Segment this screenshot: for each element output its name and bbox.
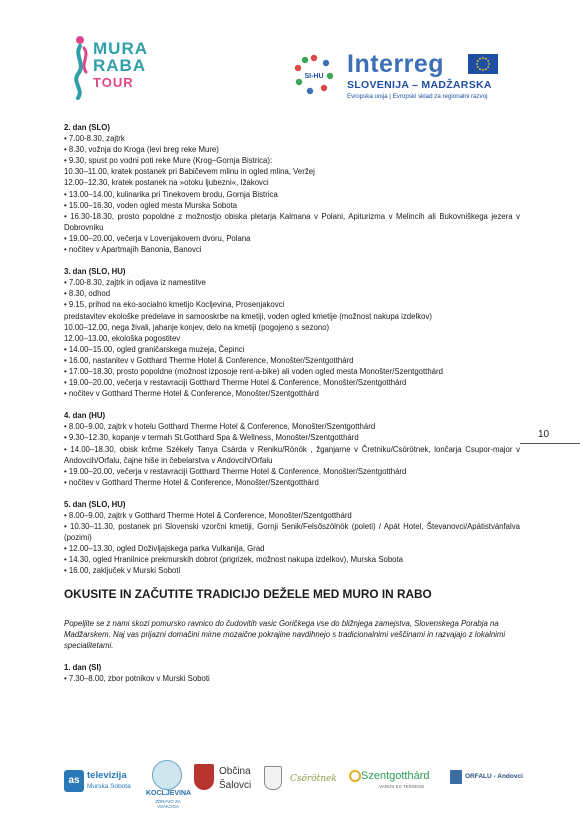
orfalu-mark-icon bbox=[450, 770, 462, 784]
section-heading: OKUSITE IN ZAČUTITE TRADICIJO DEŽELE MED MURO IN RABO bbox=[64, 586, 432, 601]
obcina-line1: Občina bbox=[219, 766, 251, 777]
day-3-line: • nočitev v Gotthard Therme Hotel & Conference, Monošter/Szentgotthárd bbox=[64, 389, 319, 399]
szentgotthard-logo bbox=[349, 760, 449, 806]
day-1-title: 1. dan (SI) bbox=[64, 662, 102, 672]
day-1-line: • 7.30–8.00, zbor potnikov v Murski Soboti bbox=[64, 673, 210, 683]
kocljevina-emblem-icon bbox=[152, 760, 182, 790]
televizija-logo bbox=[64, 760, 140, 806]
day-2-line: • 15.00–16.30, voden ogled mesta Murska Sobota bbox=[64, 200, 238, 210]
day-4-title: 4. dan (HU) bbox=[64, 411, 106, 421]
csorotnek-text: Csörötnek bbox=[290, 774, 337, 784]
mura-figure-icon bbox=[70, 34, 92, 100]
tv-badge: as bbox=[64, 770, 84, 792]
orfalu-text: ORFALU - Andovci bbox=[465, 773, 523, 780]
interreg-wordmark: Interreg bbox=[347, 50, 445, 78]
day-3-line: • 8.30, odhod bbox=[64, 289, 111, 299]
program-name: SLOVENIJA – MADŽARSKA bbox=[347, 79, 492, 91]
day-2-line: • 8.30, vožnja do Kroga (levi breg reke Mure) bbox=[64, 145, 219, 155]
day-3-line: • 14.00–15.00, ogled graničarskega muzeja, Čepinci bbox=[64, 344, 245, 354]
day-5-line: • 8.00–9.00, zajtrk v Gotthard Therme Hotel & Conference, Monošter/Szentgotthárd bbox=[64, 511, 352, 520]
logo-text-raba: RABA bbox=[93, 56, 147, 75]
day-4-line: • 9.30–12.30, kopanje v termah St.Gotthard Spa & Wellness, Monošter/Szentgotthárd bbox=[64, 433, 359, 443]
partner-logos-footer bbox=[64, 760, 523, 809]
logo-text-mura: MURA bbox=[93, 39, 148, 58]
day-4-line: • 8.00–9.00, zajtrk v hotelu Gotthard Therme Hotel & Conference, Monošter/Szentgotthárd bbox=[64, 422, 376, 432]
mura-raba-tour-logo bbox=[66, 30, 148, 102]
eu-flag-icon bbox=[468, 54, 498, 74]
orfalu-logo bbox=[450, 760, 523, 806]
day-5-line: • 14.30, ogled Hranilnice prekmurskih dobrot (prigrizek, možnost nakupa izdelkov), Murska Sobota bbox=[64, 555, 404, 565]
tv-subtitle: Murska Sobota bbox=[87, 783, 131, 790]
day-4-line: • 14.00–18.30, obisk krčme Székely Tanya Csárda v Reniku/Rönök , žganjarne v Čretniku/Csörötnek, lončarja Csupor-major v Andovcih/Orfalu, čajne hiše in čebelarstva v Andovcih/Orfalu bbox=[64, 444, 520, 465]
obcina-salovci-logo bbox=[194, 760, 260, 806]
salovci-crest-icon bbox=[194, 764, 214, 790]
day-3-line: • 16.00, nastanitev v Gotthard Therme Hotel & Conference, Monošter/Szentgotthárd bbox=[64, 355, 354, 365]
day-2-line: • 16.30-18.30, prosto popoldne z možnostjo obiska pletarja Kalmana v Polani, Apiturizma v Melincih ali Bukovniškega jezera v Dobrovniku bbox=[64, 211, 520, 232]
day-2-title: 2. dan (SLO) bbox=[64, 123, 110, 132]
si-hu-emblem-icon bbox=[292, 52, 336, 96]
day-5-line: • 16.00, zaključek v Murski Soboti bbox=[64, 566, 181, 576]
day-3-line: predstavitev ekološke predelave in samooskrbe na kmetiji, voden ogled kmetije (možnost nakupa izdelkov) bbox=[64, 311, 432, 321]
day-3-line: • 9.15, prihod na eko-socialno kmetijo Kocljevina, Prosenjakovci bbox=[64, 300, 285, 310]
day-4-line: • nočitev v Gotthard Therme Hotel & Conference, Monošter/Szentgotthárd bbox=[64, 477, 319, 487]
csorotnek-logo bbox=[290, 760, 348, 806]
day-2-line: 10.30–11.00, kratek postanek pri Babičevem mlinu in ogled mlina, Veržej bbox=[64, 167, 315, 177]
day-4-line: • 19.00–20.00, večerja v restavraciji Gotthard Therme Hotel & Conference, Monošter/Szentgotthárd bbox=[64, 466, 407, 476]
day-2-line: • 7.00-8.30, zajtrk bbox=[64, 134, 125, 144]
day-3-line: • 19.00–20.00, večerja v restavraciji Gotthard Therme Hotel & Conference, Monošter/Szentgotthárd bbox=[64, 378, 407, 388]
day-2-line: • 9.30, spust po vodni poti reke Mure (Krog–Gornja Bistrica): bbox=[64, 156, 273, 166]
page-number: 10 bbox=[538, 429, 550, 440]
szentgotthard-title: Szentgotthárd bbox=[361, 770, 430, 782]
day-2-line: 12.00–12.30, kratek postanek na »otoku ljubezni«, Ižakovci bbox=[64, 178, 269, 188]
day-5-line: • 12.00–13.30, ogled Doživljajskega parka Vulkanija, Grad bbox=[64, 544, 265, 554]
day-3-line: • 17.00–18.30, prosto popoldne (možnost izposoje rent-a-bike) ali voden ogled mesta Monošter/Szentgotthárd bbox=[64, 366, 443, 376]
day-5-title: 5. dan (SLO, HU) bbox=[64, 499, 126, 509]
section-intro: Popeljite se z nami skozi pomursko ravnico do čudovitih vasic Goričkega vse do bližnjega zamejstva, Slovenskega Porabja na Madžarskem. Naj vas prijazni domačini mirne mozaične pokrajine navdihnejo s tradicionalnimi veščinami in razvajajo z lokalnimi specialitetami. bbox=[64, 618, 506, 650]
si-hu-badge-text: SI-HU bbox=[304, 73, 324, 80]
day-2-line: • 19.00–20.00, večerja v Lovenjakovem dvoru, Polana bbox=[64, 233, 251, 243]
obcina-line2: Šalovci bbox=[219, 780, 252, 791]
day-3-line: 12.00–13.00, ekološka pogostitev bbox=[64, 333, 181, 343]
page-number-rule bbox=[520, 443, 580, 444]
eu-fund-subtitle: Evropska unija | Evropski sklad za regionalni razvoj bbox=[347, 93, 488, 100]
day-2-line: • 13.00–14.00, kulinarika pri Tinekovem brodu, Gornja Bistrica bbox=[64, 189, 278, 199]
tv-title: televizija bbox=[87, 770, 127, 781]
kocljevina-logo bbox=[146, 760, 192, 809]
day-5-line: • 10.30–11.30, postanek pri Slovenski vzorčni kmetiji, Gornji Senik/Felsőszölnök (poleti) / Apát Hotel, Števanovci/Apátistvánfalva (pozimi) bbox=[64, 522, 520, 543]
szentgotthard-subtitle: VAROS ES TERSEGE bbox=[379, 784, 425, 789]
logo-text-tour: TOUR bbox=[93, 75, 134, 90]
day-3-line: 10.00–12.00, nega živali, jahanje konjev, delo na kmetiji (pogojeno s sezono) bbox=[64, 322, 330, 332]
szentgotthard-mark-icon bbox=[349, 770, 361, 782]
itinerary-content bbox=[64, 122, 520, 684]
interreg-logo bbox=[292, 52, 512, 102]
kocljevina-title: KOCLJEVINA bbox=[146, 790, 192, 797]
municipal-crest-logo bbox=[262, 760, 284, 806]
day-2-line: • nočitev v Apartmajih Banonia, Banovci bbox=[64, 245, 202, 255]
day-3-title: 3. dan (SLO, HU) bbox=[64, 267, 126, 277]
day-3-line: • 7.00-8.30, zajtrk in odjava iz namestitve bbox=[64, 278, 206, 288]
crest-icon bbox=[264, 766, 282, 790]
kocljevina-subtitle: ZDRAVO ZA VSAKOGA bbox=[155, 799, 181, 809]
